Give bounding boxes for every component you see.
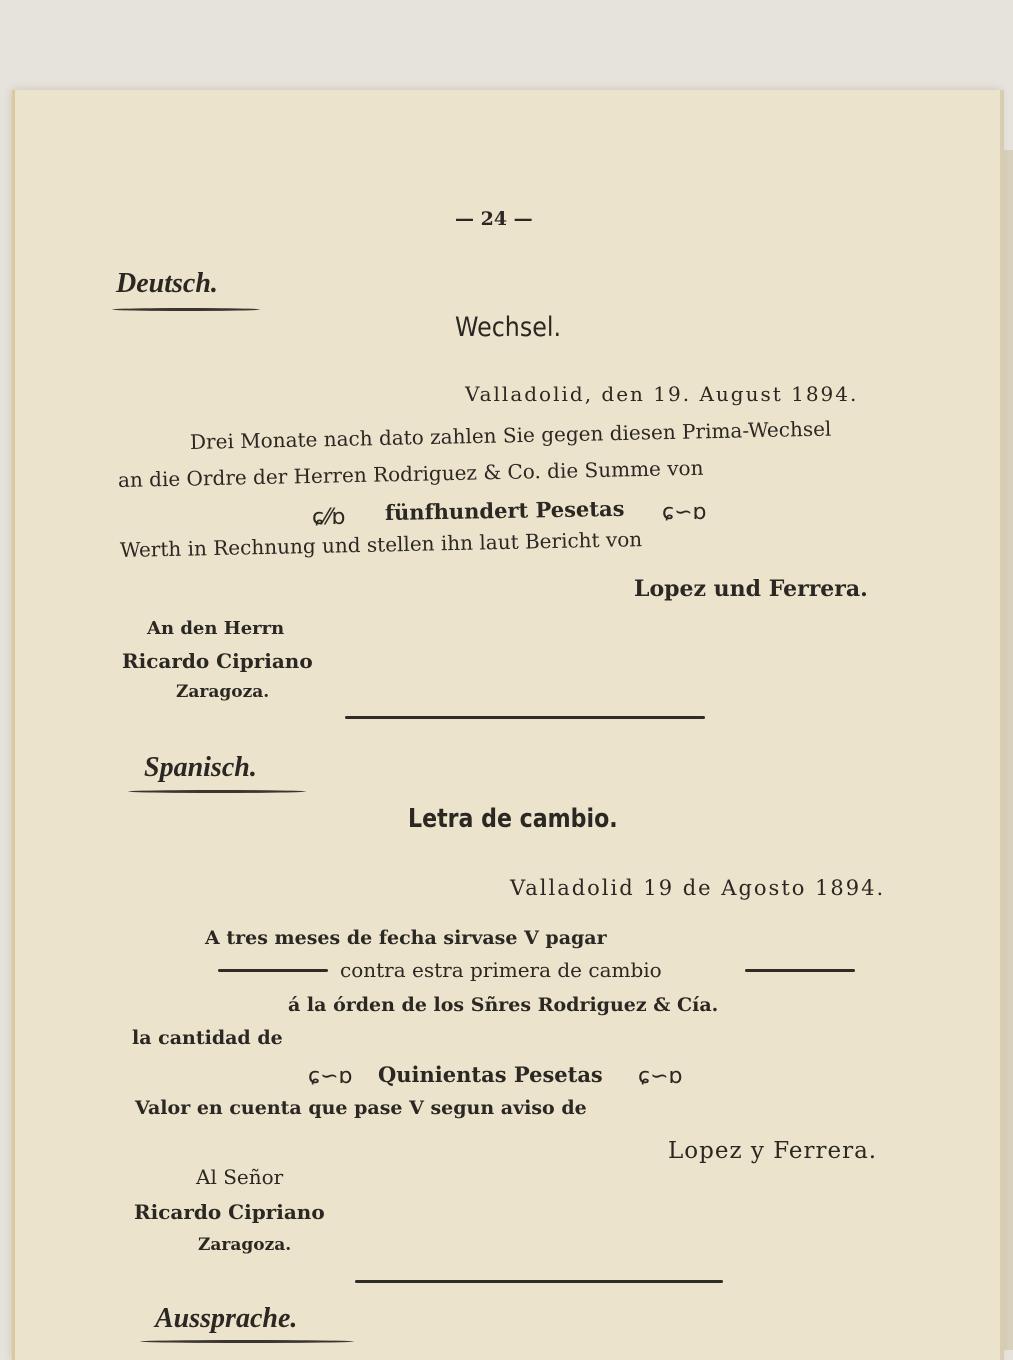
heading-underline: [140, 1340, 354, 1343]
section-heading-aussprache: Aussprache.: [155, 1303, 298, 1334]
text-line-es-6: Valor en cuenta que pase V segun aviso de: [135, 1097, 587, 1119]
page-number: — 24 —: [455, 208, 533, 230]
address-es-3: Zaragoza.: [198, 1235, 292, 1255]
section-divider: [355, 1280, 723, 1283]
section-divider: [345, 716, 705, 719]
section-heading-spanisch: Spanisch.: [144, 752, 257, 783]
amount-de: fünfhundert Pesetas: [384, 495, 625, 525]
ornament-left-icon: ɕ⁄⁄ɒ: [312, 505, 346, 530]
ornament-right-icon: ɕ∽ɒ: [638, 1064, 683, 1089]
text-line-es-2: contra estra primera de cambio: [340, 958, 662, 982]
text-line-de-1: Drei Monate nach dato zahlen Sie gegen diesen Prima-Wechsel: [189, 416, 832, 454]
address-de-2: Ricardo Cipriano: [122, 649, 313, 673]
text-line-es-1: A tres meses de fecha sirvase V pagar: [205, 927, 607, 949]
line-left-dash: [218, 969, 328, 972]
letter-title-letra: Letra de cambio.: [408, 804, 618, 834]
address-es-2: Ricardo Cipriano: [134, 1200, 325, 1224]
signature-de: Lopez und Ferrera.: [634, 576, 868, 602]
amount-es: Quinientas Pesetas: [378, 1062, 603, 1087]
heading-underline: [128, 790, 306, 793]
text-line-de-2: an die Ordre der Herren Rodriguez & Co. die Summe von: [117, 455, 704, 492]
section-heading-deutsch: Deutsch.: [116, 268, 218, 299]
letter-title-wechsel: Wechsel.: [455, 312, 561, 343]
address-de-1: An den Herrn: [147, 618, 285, 639]
ornament-left-icon: ɕ∽ɒ: [308, 1064, 353, 1089]
address-de-3: Zaragoza.: [176, 682, 270, 702]
signature-es: Lopez y Ferrera.: [668, 1138, 878, 1164]
text-line-de-4: Werth in Rechnung und stellen ihn laut Bericht von: [119, 527, 643, 562]
text-line-es-4: la cantidad de: [132, 1027, 283, 1049]
date-line-es: Valladolid 19 de Agosto 1894.: [510, 876, 886, 900]
address-es-1: Al Señor: [196, 1165, 284, 1189]
text-line-es-3: á la órden de los Sñres Rodriguez & Cía.: [288, 994, 719, 1016]
line-right-dash: [745, 969, 855, 972]
heading-underline: [112, 308, 260, 311]
ornament-right-icon: ɕ∽ɒ: [662, 500, 707, 525]
date-line-de: Valladolid, den 19. August 1894.: [465, 382, 859, 406]
